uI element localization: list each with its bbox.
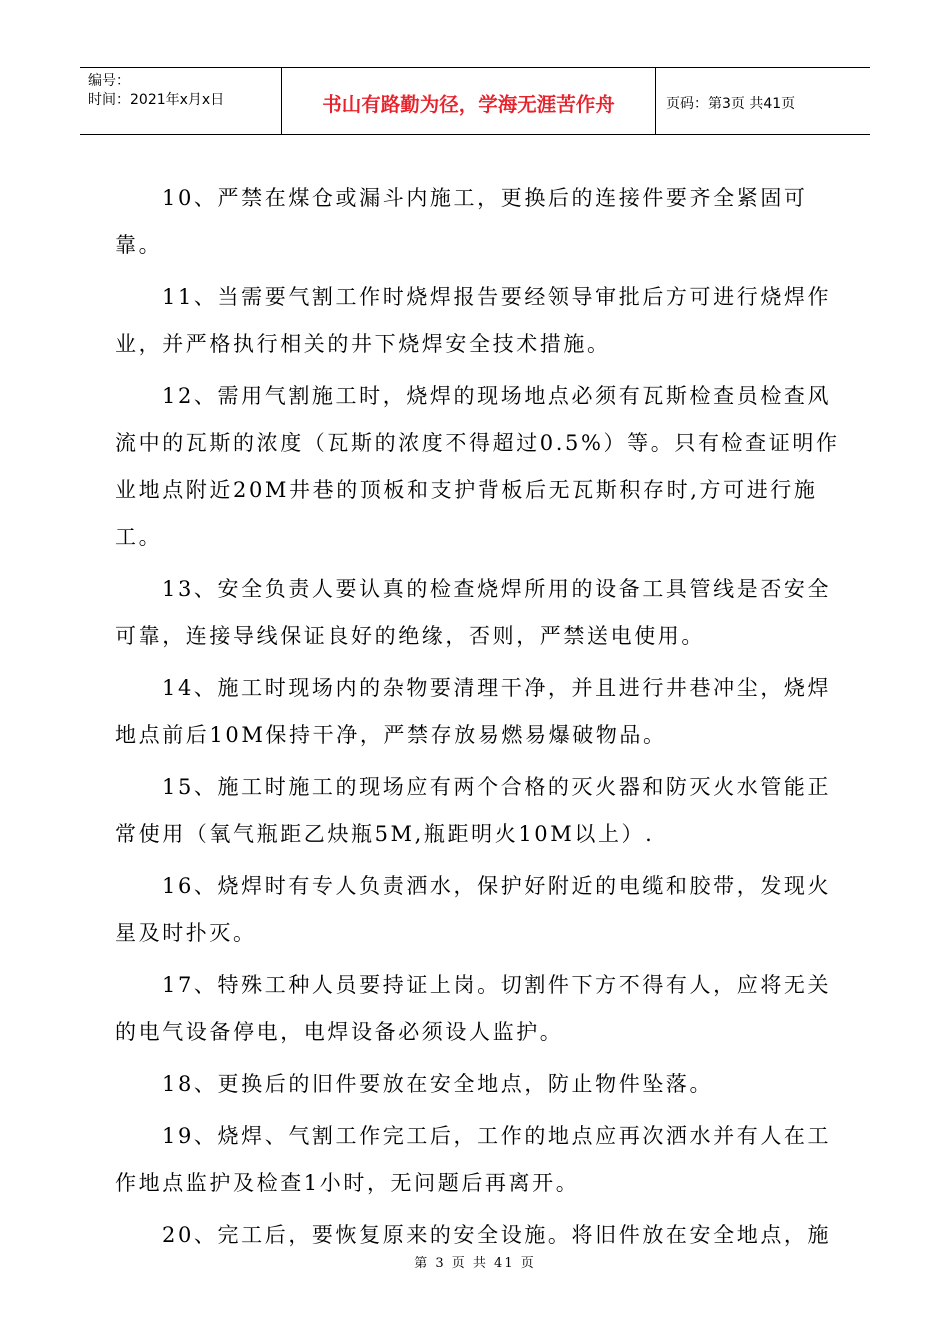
paragraph-10: 10、严禁在煤仓或漏斗内施工，更换后的连接件要齐全紧固可靠。 <box>115 186 808 257</box>
paragraph-17: 17、特殊工种人员要持证上岗。切割件下方不得有人，应将无关的电气设备停电，电焊设备必须设人监护。 <box>115 973 832 1044</box>
document-number-label: 编号： <box>88 73 130 89</box>
paragraph-13: 13、安全负责人要认真的检查烧焊所用的设备工具管线是否安全可靠，连接导线保证良好的绝缘，否则，严禁送电使用。 <box>115 577 832 648</box>
paragraph-15: 15、施工时施工的现场应有两个合格的灭火器和防灭火水管能正常使用（氧气瓶距乙炔瓶5M,瓶距明火10M以上）. <box>115 775 832 846</box>
header-page-code: 页码：第3页 共41页 <box>666 96 796 112</box>
paragraph-20: 20、完工后，要恢复原来的安全设施。将旧件放在安全地点，施 <box>162 1223 832 1247</box>
paragraph-16: 16、烧焊时有专人负责洒水，保护好附近的电缆和胶带，发现火星及时扑灭。 <box>115 874 832 945</box>
paragraph-14: 14、施工时现场内的杂物要清理干净，并且进行井巷冲尘，烧焊地点前后10M保持干净，严禁存放易燃易爆破物品。 <box>115 676 832 747</box>
document-time-label: 时间：2021年x月x日 <box>88 92 225 108</box>
document-body <box>115 175 842 1264</box>
paragraph-19: 19、烧焊、气割工作完工后，工作的地点应再次洒水并有人在工作地点监护及检查1小时，无问题后再离开。 <box>115 1124 832 1195</box>
paragraph-12: 12、需用气割施工时，烧焊的现场地点必须有瓦斯检查员检查风流中的瓦斯的浓度（瓦斯的浓度不得超过0.5%）等。只有检查证明作业地点附近20M井巷的顶板和支护背板后无瓦斯积存时,方可进行施工。 <box>115 384 840 549</box>
paragraph-11: 11、当需要气割工作时烧焊报告要经领导审批后方可进行烧焊作业，并严格执行相关的井下烧焊安全技术措施。 <box>115 285 832 356</box>
page-footer: 第 3 页 共 41 页 <box>414 1256 536 1271</box>
page-header <box>80 67 870 135</box>
paragraph-18: 18、更换后的旧件要放在安全地点，防止物件坠落。 <box>162 1072 714 1096</box>
header-meta-cell <box>80 68 282 134</box>
header-motto: 书山有路勤为径，学海无涯苦作舟 <box>282 68 656 134</box>
